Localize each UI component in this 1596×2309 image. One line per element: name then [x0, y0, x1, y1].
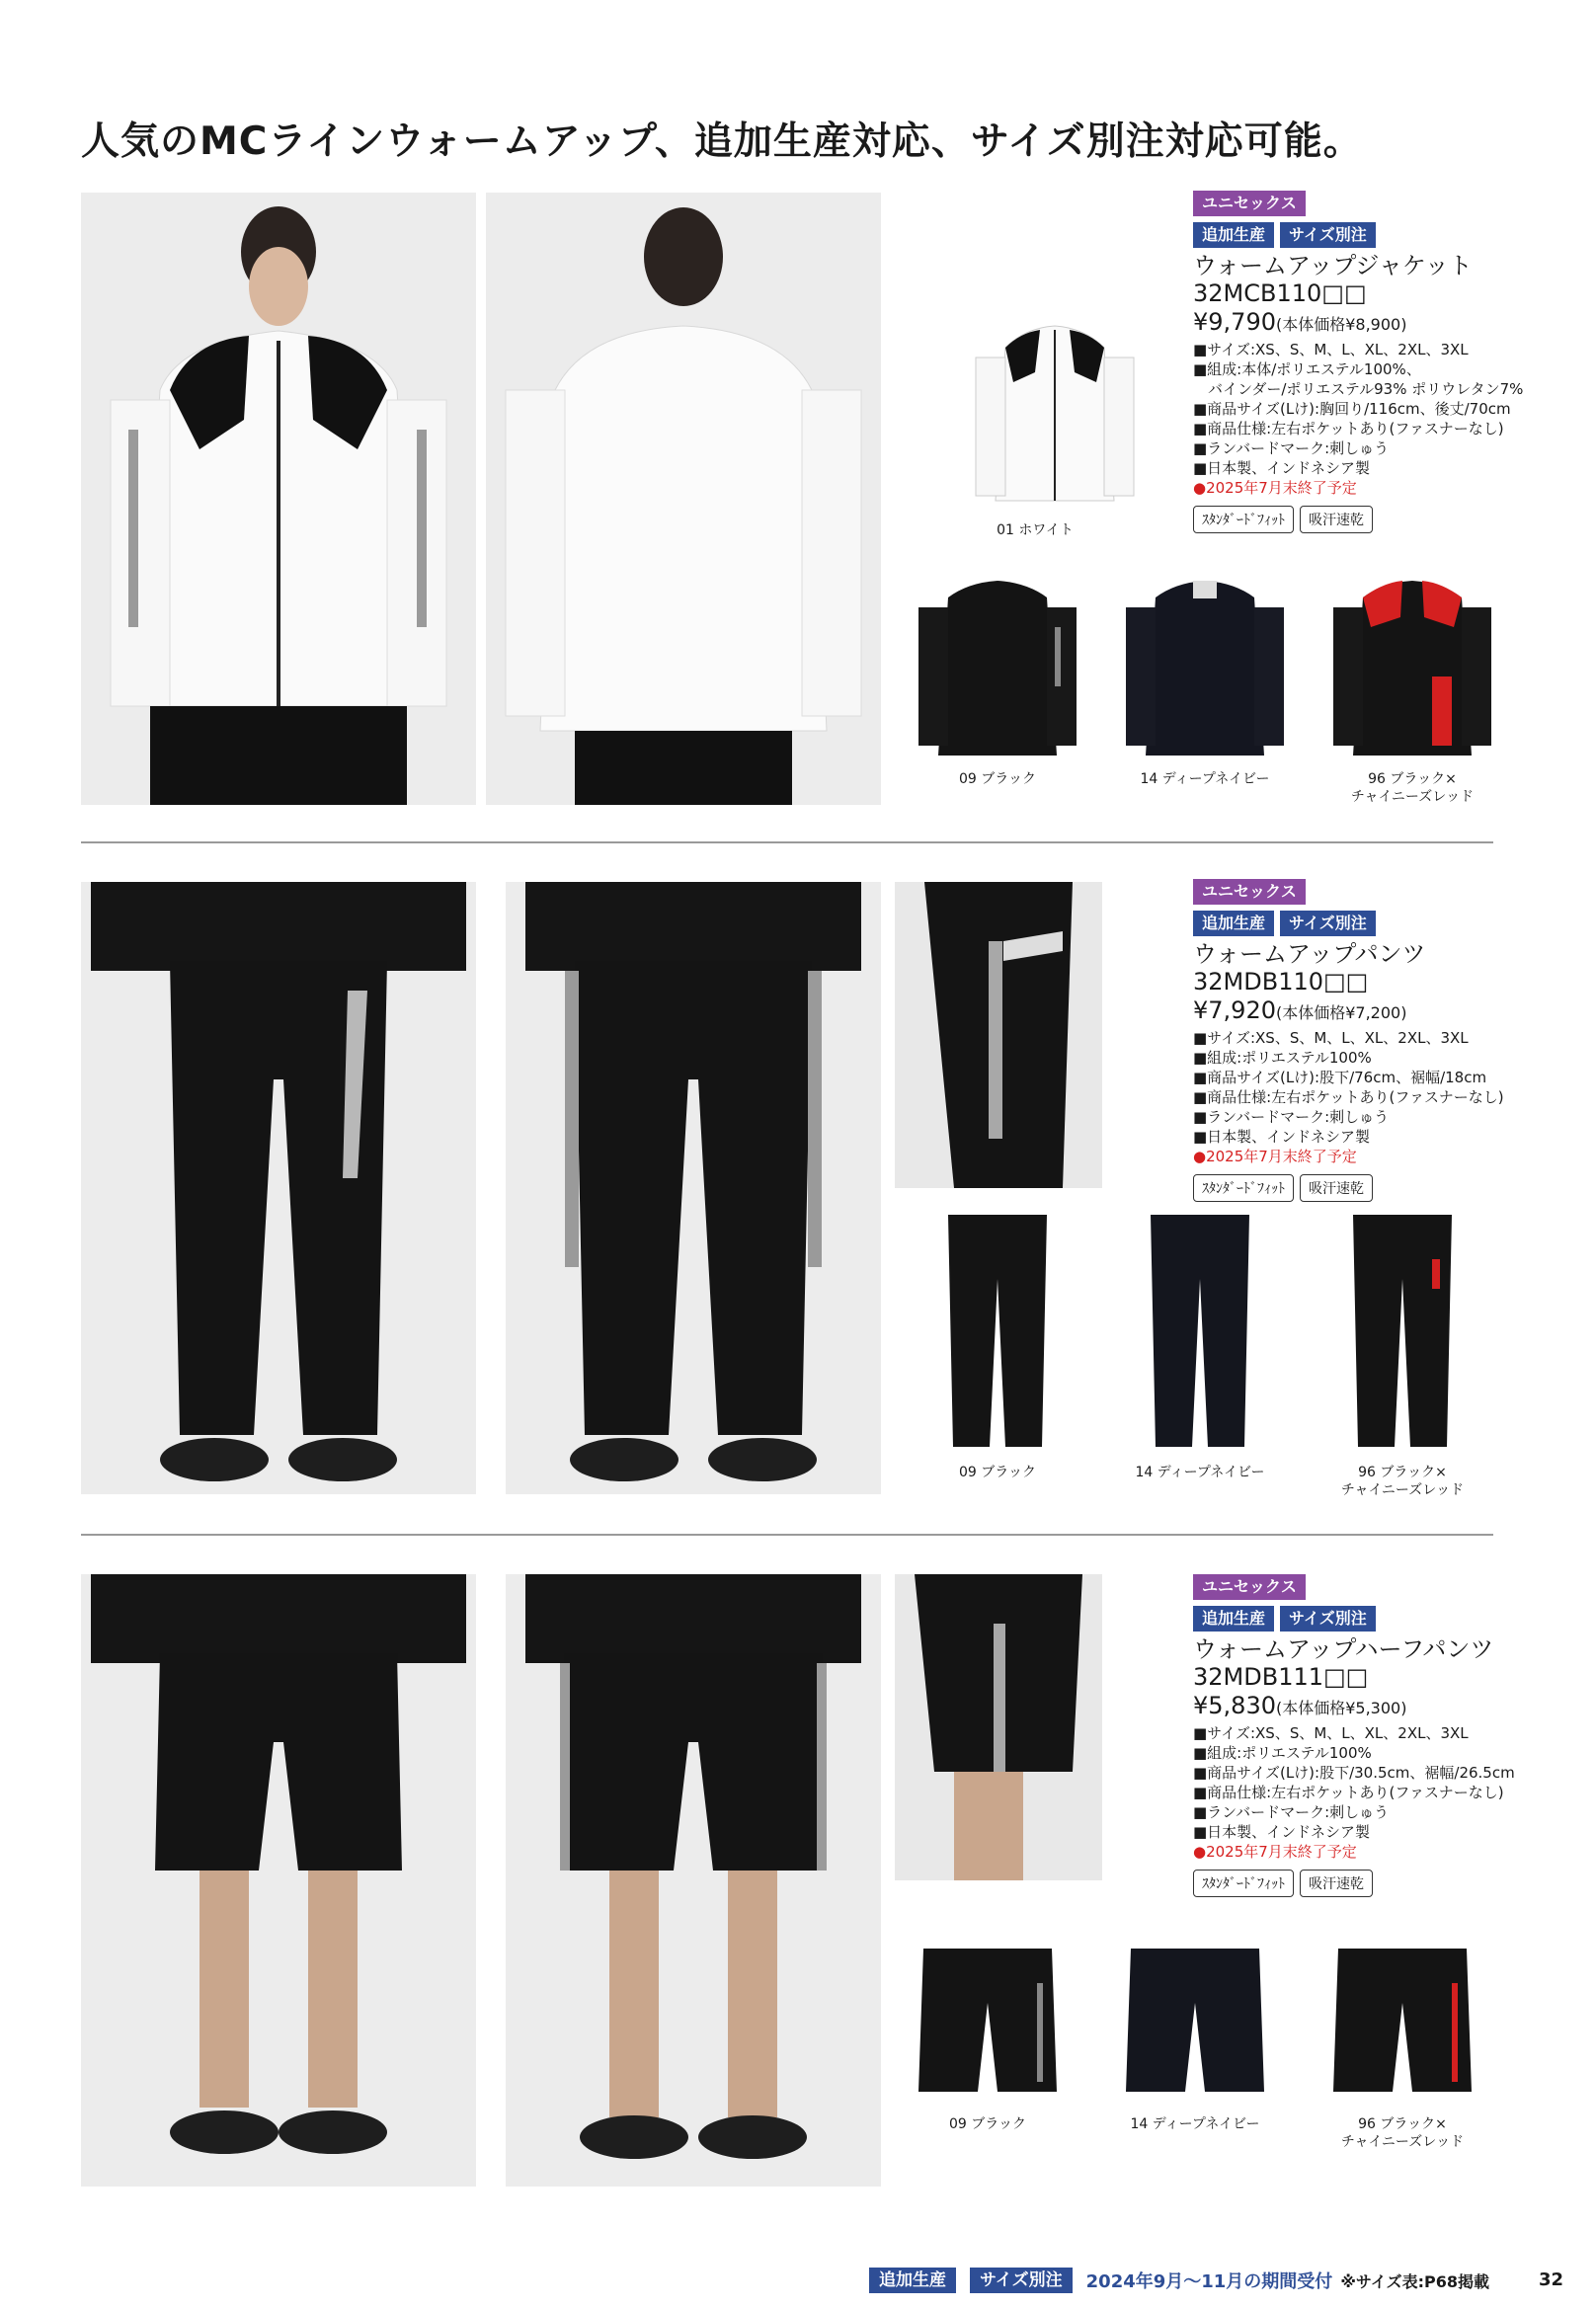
model-photo-jacket-back: [486, 193, 881, 805]
base-price: (本体価格¥5,300): [1275, 1699, 1407, 1717]
product-info-jacket: [1193, 191, 1529, 533]
footer-size-order-badge: サイズ別注: [970, 2268, 1073, 2293]
spec-line: ■ランバードマーク:刺しゅう: [1193, 1803, 1390, 1821]
model-photo-halfpants-front: [81, 1574, 476, 2187]
base-price: (本体価格¥7,200): [1275, 1003, 1407, 1022]
spec-line: ■日本製、インドネシア製: [1193, 1128, 1371, 1146]
spec-line: ■組成:本体/ポリエステル100%、: [1193, 360, 1421, 378]
product-photo-jacket-black: [909, 578, 1086, 765]
end-of-sale-notice: ●2025年7月末終了予定: [1193, 1148, 1357, 1165]
quick-dry-tag: 吸汗速乾: [1300, 506, 1373, 533]
spec-line: ■サイズ:XS、S、M、L、XL、2XL、3XL: [1193, 1029, 1469, 1047]
additional-production-badge: 追加生産: [1193, 1606, 1274, 1632]
color-caption-halfpants-09: 09 ブラック: [949, 2116, 1026, 2132]
section-divider: [81, 1534, 1493, 1536]
product-code: 32MCB110□□: [1193, 279, 1367, 307]
color-caption-halfpants-14: 14 ディープネイビー: [1130, 2116, 1260, 2132]
product-photo-halfpants-black: [914, 1944, 1062, 2102]
model-photo-jacket-front: [81, 193, 476, 805]
quick-dry-tag: 吸汗速乾: [1300, 1174, 1373, 1202]
footer-additional-badge: 追加生産: [869, 2268, 956, 2293]
product-info-halfpants: [1193, 1574, 1529, 1897]
product-info-pants: [1193, 879, 1529, 1202]
spec-line: バインダー/ポリエステル93% ポリウレタン7%: [1193, 380, 1524, 398]
spec-line: ■商品仕様:左右ポケットあり(ファスナーなし): [1193, 420, 1504, 438]
product-photo-jacket-navy: [1116, 578, 1294, 765]
model-photo-pants-side: [895, 882, 1102, 1188]
product-name: ウォームアップジャケット: [1193, 252, 1473, 279]
product-photo-jacket-white: [966, 318, 1144, 516]
spec-line: ■サイズ:XS、S、M、L、XL、2XL、3XL: [1193, 1724, 1469, 1742]
spec-line: ■商品サイズ(Lけ):股下/30.5cm、裾幅/26.5cm: [1193, 1764, 1515, 1782]
price-value: ¥5,830: [1193, 1692, 1276, 1719]
product-price: [1193, 1691, 1529, 1723]
color-caption-jacket-09: 09 ブラック: [959, 771, 1036, 787]
unisex-badge: ユニセックス: [1193, 879, 1306, 905]
color-caption-halfpants-96: 96 ブラック× チャイニーズレッド: [1340, 2116, 1465, 2150]
color-caption-pants-14: 14 ディープネイビー: [1135, 1465, 1265, 1480]
product-photo-pants-black: [938, 1210, 1057, 1452]
price-value: ¥9,790: [1193, 308, 1276, 336]
spec-line: ■サイズ:XS、S、M、L、XL、2XL、3XL: [1193, 341, 1469, 358]
base-price: (本体価格¥8,900): [1275, 315, 1407, 334]
page-number: 32: [1539, 2269, 1564, 2290]
spec-line: ■商品サイズ(Lけ):胸回り/116cm、後丈/70cm: [1193, 400, 1511, 418]
product-photo-halfpants-black-red: [1328, 1944, 1476, 2102]
model-photo-halfpants-side: [895, 1574, 1102, 1880]
product-name: ウォームアップパンツ: [1193, 940, 1426, 968]
color-caption-pants-09: 09 ブラック: [959, 1465, 1036, 1480]
unisex-badge: ユニセックス: [1193, 1574, 1306, 1600]
model-photo-pants-back: [506, 882, 881, 1494]
product-price: [1193, 307, 1529, 340]
quick-dry-tag: 吸汗速乾: [1300, 1870, 1373, 1897]
size-chart-note: ※サイズ表:P68掲載: [1340, 2271, 1489, 2291]
spec-line: ■ランバードマーク:刺しゅう: [1193, 439, 1390, 457]
model-photo-pants-front: [81, 882, 476, 1494]
end-of-sale-notice: ●2025年7月末終了予定: [1193, 1843, 1357, 1861]
size-order-badge: サイズ別注: [1280, 222, 1376, 248]
page-headline: 人気のMCラインウォームアップ、追加生産対応、サイズ別注対応可能。: [81, 119, 1363, 164]
spec-line: ■組成:ポリエステル100%: [1193, 1049, 1372, 1067]
spec-line: ■商品サイズ(Lけ):股下/76cm、裾幅/18cm: [1193, 1069, 1487, 1086]
spec-line: ■日本製、インドネシア製: [1193, 459, 1371, 477]
color-caption-jacket-96: 96 ブラック× チャイニーズレッド: [1350, 771, 1475, 805]
standard-fit-tag: ｽﾀﾝﾀﾞｰﾄﾞﾌｨｯﾄ: [1193, 506, 1294, 533]
model-photo-halfpants-back: [506, 1574, 881, 2187]
product-photo-pants-navy: [1141, 1210, 1259, 1452]
product-code: 32MDB110□□: [1193, 968, 1369, 995]
additional-production-badge: 追加生産: [1193, 222, 1274, 248]
product-code: 32MDB111□□: [1193, 1663, 1369, 1691]
product-name: ウォームアップハーフパンツ: [1193, 1635, 1494, 1663]
product-photo-halfpants-navy: [1121, 1944, 1269, 2102]
color-caption-jacket-14: 14 ディープネイビー: [1140, 771, 1270, 787]
product-photo-pants-black-red: [1343, 1210, 1462, 1452]
spec-line: ■商品仕様:左右ポケットあり(ファスナーなし): [1193, 1088, 1504, 1106]
color-caption-pants-96: 96 ブラック× チャイニーズレッド: [1340, 1465, 1465, 1498]
end-of-sale-notice: ●2025年7月末終了予定: [1193, 479, 1357, 497]
spec-line: ■ランバードマーク:刺しゅう: [1193, 1108, 1390, 1126]
spec-line: ■組成:ポリエステル100%: [1193, 1744, 1372, 1762]
standard-fit-tag: ｽﾀﾝﾀﾞｰﾄﾞﾌｨｯﾄ: [1193, 1870, 1294, 1897]
price-value: ¥7,920: [1193, 996, 1276, 1024]
size-order-badge: サイズ別注: [1280, 911, 1376, 936]
page-footer: [869, 2268, 1489, 2293]
product-photo-jacket-black-red: [1323, 578, 1501, 765]
unisex-badge: ユニセックス: [1193, 191, 1306, 216]
color-caption-jacket-01: 01 ホワイト: [997, 522, 1074, 538]
order-period: 2024年9月〜11月の期間受付: [1085, 2271, 1333, 2292]
product-price: [1193, 995, 1529, 1028]
spec-line: ■商品仕様:左右ポケットあり(ファスナーなし): [1193, 1784, 1504, 1801]
standard-fit-tag: ｽﾀﾝﾀﾞｰﾄﾞﾌｨｯﾄ: [1193, 1174, 1294, 1202]
additional-production-badge: 追加生産: [1193, 911, 1274, 936]
section-divider: [81, 841, 1493, 843]
size-order-badge: サイズ別注: [1280, 1606, 1376, 1632]
spec-line: ■日本製、インドネシア製: [1193, 1823, 1371, 1841]
